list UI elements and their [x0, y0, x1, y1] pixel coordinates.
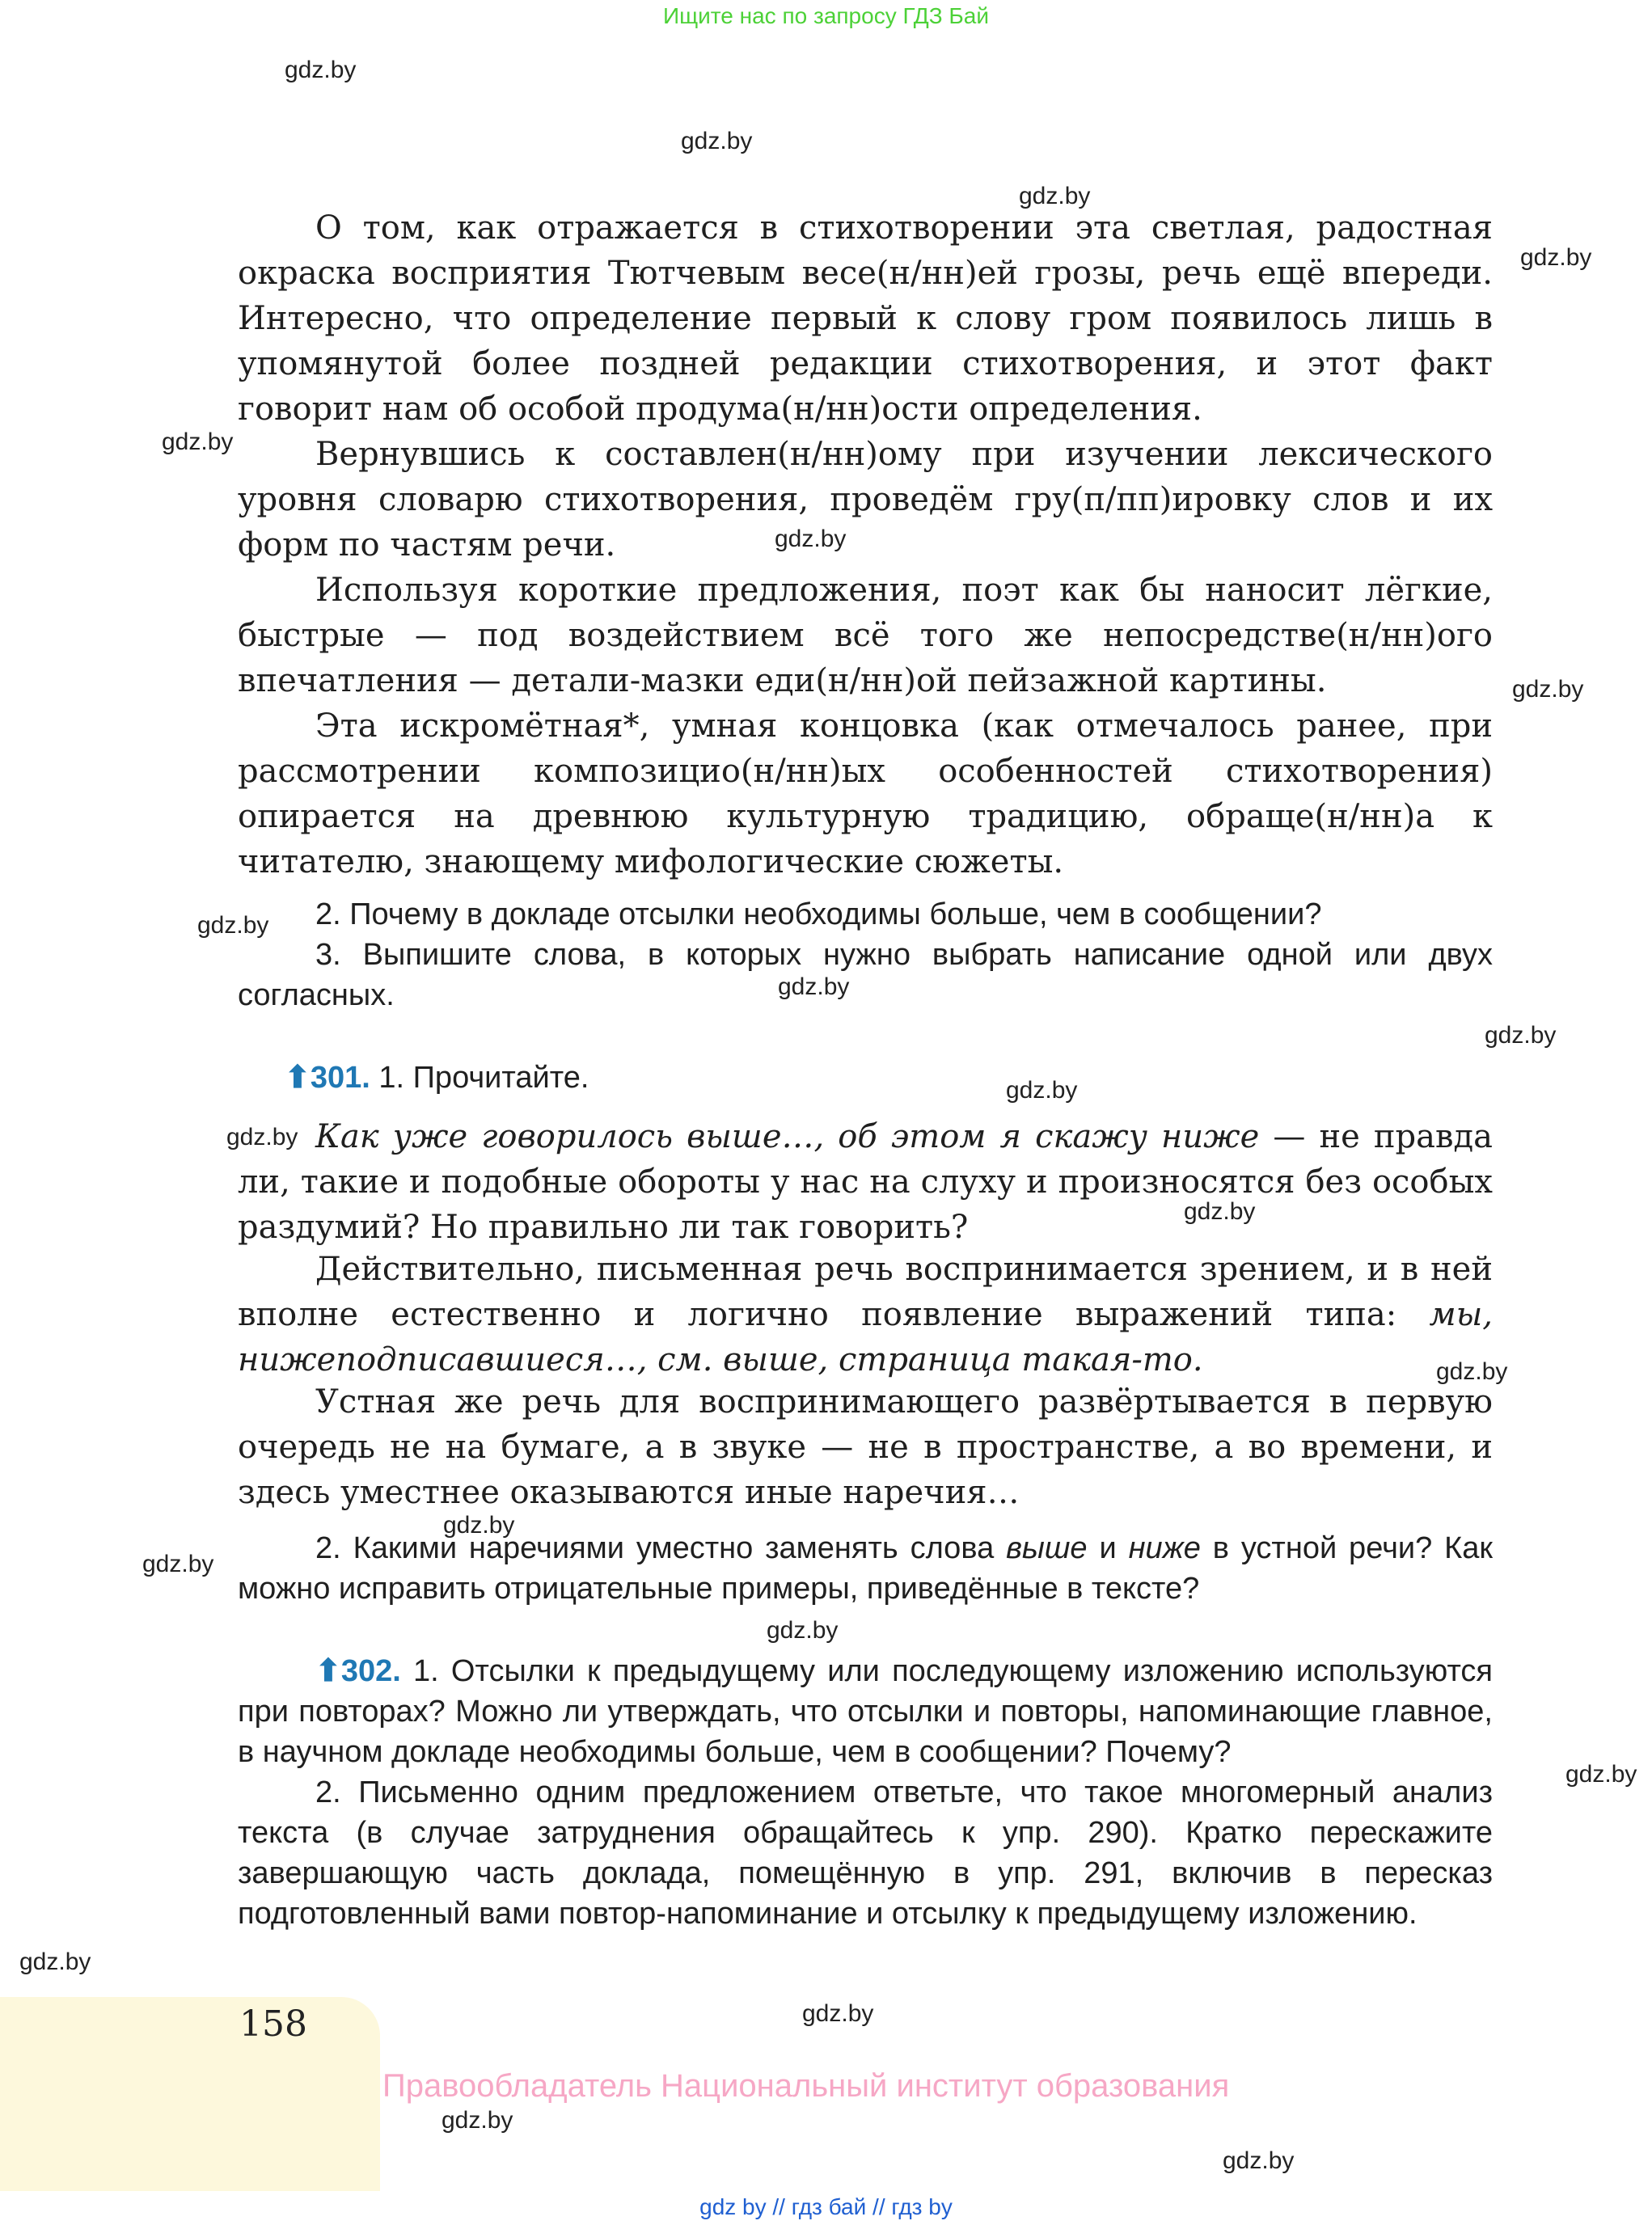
- question-text: и: [1087, 1531, 1129, 1565]
- watermark: gdz.by: [1184, 1198, 1256, 1225]
- watermark: gdz.by: [1485, 1022, 1557, 1049]
- italic-word: выше: [1006, 1531, 1088, 1565]
- italic-phrase: Как уже говорилось выше…, об этом я скажу ниже: [315, 1118, 1260, 1155]
- watermark: gdz.by: [442, 2107, 513, 2134]
- copyright-notice: Правообладатель Национальный институт образования: [382, 2068, 1230, 2104]
- italic-word: ниже: [1128, 1531, 1201, 1565]
- up-arrow-icon: ⬆: [315, 1654, 341, 1688]
- watermark: gdz.by: [778, 973, 850, 1000]
- task-text: 1. Отсылки к предыдущему или последующему изложению используются при повторах? Можно ли утверждать, что отсылки и повторы, напоминающие главное, в научном докладе необходимы больше, чем в сообщении? Почему?: [238, 1654, 1493, 1769]
- question: 3. Выпишите слова, в которых нужно выбрать написание одной или двух согласных.: [238, 938, 1493, 1012]
- watermark: gdz.by: [443, 1512, 515, 1539]
- exercise-number: 302.: [340, 1654, 401, 1688]
- question: 2. Письменно одним предложением ответьте, что такое многомерный анализ текста (в случае затруднения обращайтесь к упр. 290). Кратко перескажите завершающую часть доклада, помещённую в упр. 291, включив в пересказ подготовленный вами повтор-напоминание и отсылку к предыдущему изложению.: [238, 1775, 1493, 1931]
- exercise-301-header: [285, 1059, 589, 1096]
- paragraph: Эта искромётная*, умная концовка (как отмечалось ранее, при рассмотрении композицио(н/нн)ых особенностей стихотворения) опирается на древнюю культурную традицию, обраще(н/нн)а к читателю, знающему мифологические сюжеты.: [238, 707, 1493, 880]
- task-label: 1. Прочитайте.: [378, 1061, 589, 1095]
- watermark: gdz.by: [1565, 1761, 1637, 1788]
- question: [238, 1528, 1493, 1609]
- exercise-number: 301.: [310, 1061, 370, 1095]
- watermark: gdz.by: [197, 912, 269, 939]
- paragraph-text: Действительно, письменная речь воспринимается зрением, и в ней вполне естественно и логично появление выражений типа:: [238, 1251, 1493, 1333]
- paragraph-text: — не правда ли, такие и подобные обороты у нас на слуху и произносятся без особых раздумий? Но правильно ли так говорить?: [238, 1118, 1493, 1246]
- watermark: gdz.by: [142, 1551, 214, 1577]
- paragraph: [238, 1114, 1493, 1250]
- page-number: 158: [239, 2003, 307, 2045]
- up-arrow-icon: ⬆: [285, 1061, 311, 1095]
- watermark: gdz.by: [1223, 2147, 1295, 2174]
- watermark: gdz.by: [226, 1124, 298, 1150]
- watermark: gdz.by: [1436, 1358, 1508, 1385]
- question-text: в устной речи? Как можно исправить отрицательные примеры, приведённые в тексте?: [238, 1531, 1493, 1606]
- paragraph: [238, 1247, 1493, 1383]
- watermark: gdz.by: [767, 1617, 839, 1644]
- watermark: gdz.by: [681, 128, 753, 154]
- watermark: gdz.by: [1006, 1077, 1078, 1104]
- watermark: gdz.by: [285, 57, 357, 83]
- watermark: gdz.by: [19, 1948, 91, 1975]
- italic-phrase: мы, нижеподписавшиеся…, см. выше, страница такая-то.: [238, 1296, 1493, 1378]
- watermark: gdz.by: [802, 2000, 874, 2027]
- bottom-links[interactable]: gdz by // гдз бай // гдз by: [699, 2194, 953, 2219]
- footer-background: [0, 1997, 380, 2191]
- watermark: gdz.by: [1512, 676, 1584, 703]
- paragraph: Используя короткие предложения, поэт как бы наносит лёгкие, быстрые — под воздействием всё того же непосредстве(н/нн)ого впечатления — детали-мазки еди(н/нн)ой пейзажной картины.: [238, 572, 1493, 699]
- question: 2. Почему в докладе отсылки необходимы больше, чем в сообщении?: [315, 897, 1322, 931]
- paragraph: Вернувшись к составлен(н/нн)ому при изучении лексического уровня словарю стихотворения, проведём гру(п/пп)ировку слов и их форм по частям речи.: [238, 436, 1493, 564]
- paragraph: О том, как отражается в стихотворении эта светлая, радостная окраска восприятия Тютчевым весе(н/нн)ей грозы, речь ещё впереди. Интересно, что определение первый к слову гром появилось лишь в упомянутой более поздней редакции стихотворения, и этот факт говорит нам об особой продума(н/нн)ости определения.: [238, 209, 1493, 428]
- watermark: gdz.by: [1019, 183, 1091, 209]
- watermark: gdz.by: [162, 429, 234, 455]
- watermark: gdz.by: [1520, 244, 1592, 271]
- question-text: 2. Какими наречиями уместно заменять слова: [315, 1531, 1007, 1565]
- exercise-302: [238, 1651, 1493, 1772]
- watermark: gdz.by: [775, 526, 847, 552]
- paragraph: Устная же речь для воспринимающего развёртывается в первую очередь не на бумаге, а в звуке — не в пространстве, а во времени, и здесь уместнее оказываются иные наречия…: [238, 1383, 1493, 1511]
- top-banner[interactable]: Ищите нас по запросу ГДЗ Бай: [662, 3, 990, 28]
